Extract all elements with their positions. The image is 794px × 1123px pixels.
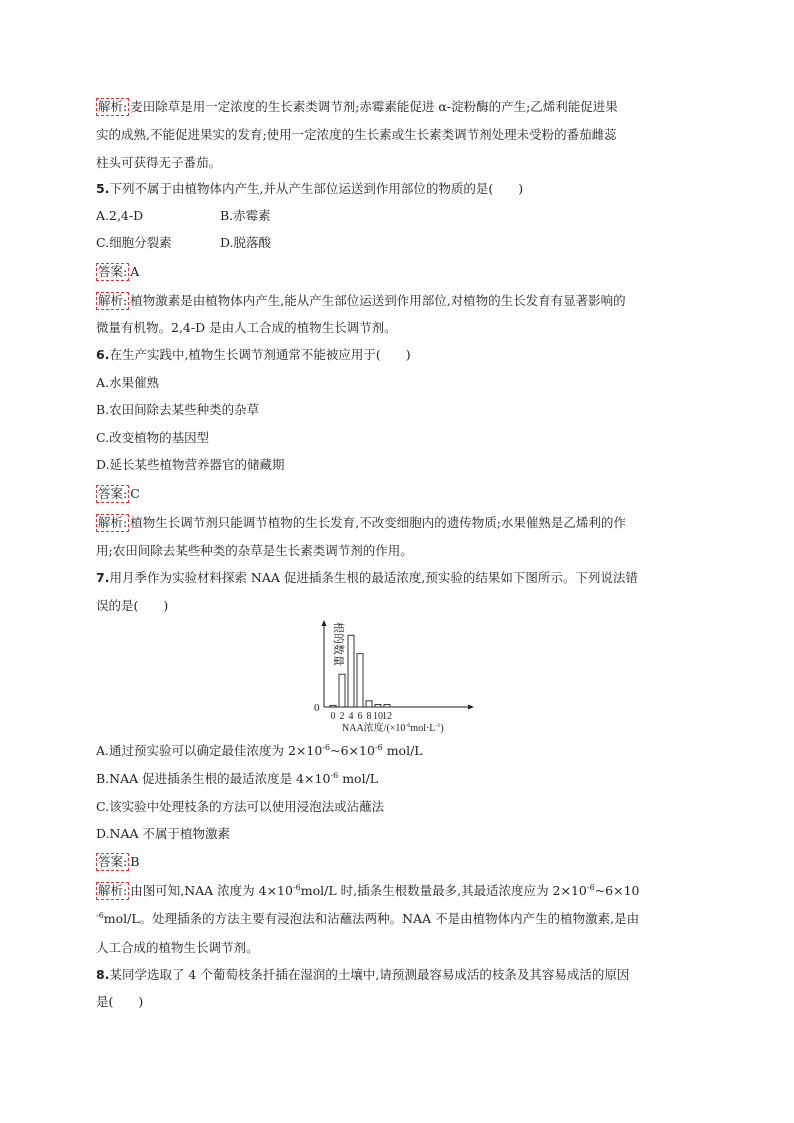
x-axis-arrow <box>468 705 474 710</box>
q6-option-a: A.水果催熟 <box>96 375 160 390</box>
bar-2 <box>339 674 345 707</box>
analysis-label: 解析: <box>98 883 128 898</box>
option-b: B.赤霉素 <box>220 208 271 223</box>
x-tick-label: 4 <box>348 711 354 722</box>
x-tick-label: 10 <box>373 711 383 722</box>
q5-stem: 5.下列不属于由植物体内产生,并从产生部位运送到作用部位的物质的是( ) <box>96 181 524 196</box>
q8-stem-line-2: 是( ) <box>96 994 144 1009</box>
option-a: A.2,4-D <box>96 208 144 223</box>
origin-label: 0 <box>314 702 320 714</box>
q7-stem-line-2: 误的是( ) <box>96 598 169 613</box>
answer-label: 答案: <box>98 486 128 501</box>
q4-analysis-line-3: 柱头可获得无子番茄。 <box>96 155 222 170</box>
q6-option-d: D.延长某些植物营养器官的储藏期 <box>96 457 285 472</box>
q4-analysis-line-2: 实的成熟,不能促进果实的发育;使用一定浓度的生长素或生长素类调节剂处理未受粉的番茄雌蕊 <box>96 127 617 142</box>
q6-stem: 6.在生产实践中,植物生长调节剂通常不能被应用于( ) <box>96 347 411 362</box>
x-tick-label: 6 <box>357 711 363 722</box>
q5-answer: 答案: A <box>98 264 140 279</box>
x-tick-label: 2 <box>339 711 345 722</box>
analysis-label: 解析: <box>98 515 128 530</box>
q7-analysis-line-3: 人工合成的植物生长调节剂。 <box>96 940 259 955</box>
answer-label: 答案: <box>98 264 128 279</box>
q7-answer: 答案: B <box>98 854 140 869</box>
y-axis-arrow <box>322 620 327 626</box>
q7-analysis-line-1: 解析: 由图可知,NAA 浓度为 $4\times 10^{-6}mol/L$ 时,插条生根数量最多,其最适浓度应为 $2\times 10^{-6}\sim 6\times 10$ <box>98 882 640 898</box>
x-axis-label: NAA浓度$/(\times 10^{-6}mol\cdot L^{-1})$ <box>342 723 444 734</box>
bar-6 <box>357 654 363 707</box>
x-tick-label: 0 <box>330 711 336 722</box>
q7-option-a: A.通过预实验可以确定最佳浓度为 $2\times 10^{-6}\sim 6\times 10^{-6}$ mol/L <box>96 742 423 758</box>
analysis-label: 解析: <box>98 293 128 308</box>
q5-analysis-line-2: 微量有机物。2,4-D 是由人工合成的植物生长调节剂。 <box>96 320 397 335</box>
option-c: C.细胞分裂素 <box>96 235 172 250</box>
q5-options-row-1 <box>96 208 271 224</box>
q6-option-c: C.改变植物的基因型 <box>96 430 210 445</box>
option-d: D.脱落酸 <box>220 235 272 250</box>
bar-4 <box>348 635 354 707</box>
q6-analysis-line-1: 解析: 植物生长调节剂只能调节植物的生长发育,不改变细胞内的遗传物质;水果催熟是乙烯利的作 <box>98 515 626 530</box>
x-tick-label: 12 <box>382 711 392 722</box>
y-axis-label: 根的数量 <box>332 622 344 666</box>
q8-stem-line-1: 8.某同学选取了 4 个葡萄枝条扦插在湿润的土壤中,请预测最容易成活的枝条及其容易成活的原因 <box>96 967 630 982</box>
q6-analysis-line-2: 用;农田间除去某些种类的杂草是生长素类调节剂的作用。 <box>96 543 413 558</box>
q6-option-b: B.农田间除去某些种类的杂草 <box>96 402 260 417</box>
q5-options-row-2 <box>96 235 271 251</box>
q7-option-d: D.NAA 不属于植物激素 <box>96 826 231 841</box>
q6-answer: 答案: C <box>98 486 140 501</box>
q4-analysis-line-1: 解析: 麦田除草是用一定浓度的生长素类调节剂;赤霉素能促进 α-淀粉酶的产生;乙烯利能促进果 <box>98 99 618 114</box>
answer-label: 答案: <box>98 854 128 869</box>
q5-analysis-line-1: 解析: 植物激素是由植物体内产生,能从产生部位运送到作用部位,对植物的生长发育有显著影响的 <box>98 293 626 308</box>
q7-option-c: C.该实验中处理枝条的方法可以使用浸泡法或沾蘸法 <box>96 799 385 814</box>
bar-8 <box>366 701 372 707</box>
analysis-label: 解析: <box>98 99 128 114</box>
naa-root-chart <box>298 620 498 738</box>
x-tick-label: 8 <box>366 711 372 722</box>
q7-stem-line-1: 7.用月季作为实验材料探索 NAA 促进插条生根的最适浓度,预实验的结果如下图所示。下列说法错 <box>96 570 638 585</box>
q7-option-b: B.NAA 促进插条生根的最适浓度是 $4\times 10^{-6}$ mol/L <box>96 770 379 786</box>
q7-analysis-line-2: $^{-6}$mol/L。处理插条的方法主要有浸泡法和沾蘸法两种。NAA 不是由植物体内产生的植物激素,是由 <box>96 910 640 926</box>
